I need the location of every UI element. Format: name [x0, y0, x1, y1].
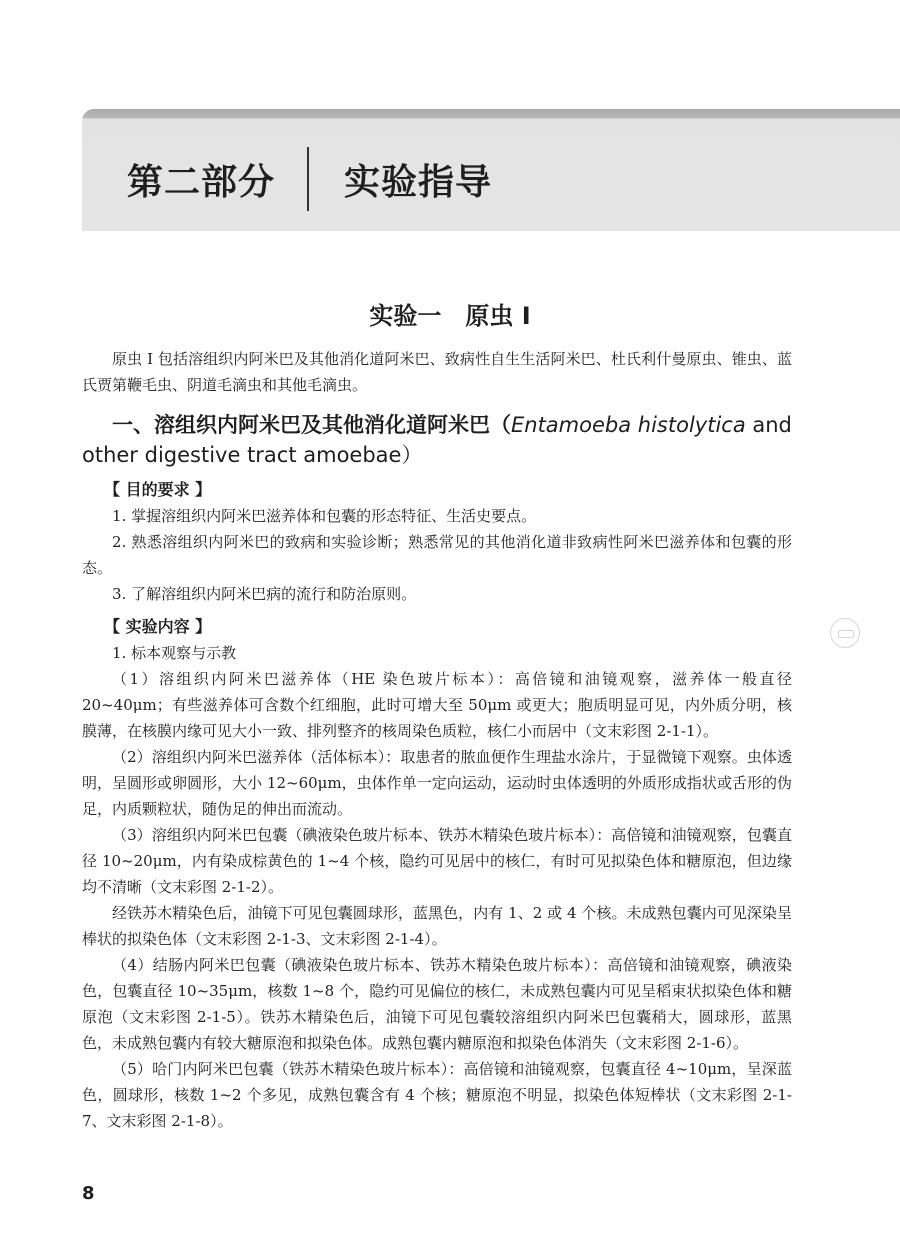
section-heading	[82, 410, 792, 470]
part-title: 实验指导	[344, 162, 493, 203]
content-paragraph-5: （4）结肠内阿米巴包囊（碘液染色玻片标本、铁苏木精染色玻片标本）：高倍镜和油镜观察，碘液染色，包囊直径 10~35μm，核数 1~8 个，隐约可见偏位的核仁，未成熟包囊内可见呈稻束状拟染色体和糖原泡（文末彩图 2-1-5）。铁苏木精染色后，油镜下可见包囊较溶组织内阿米巴包囊稍大，圆球形，蓝黑色，未成熟包囊内有较大糖原泡和拟染色体。成熟包囊内糖原泡和拟染色体消失（文末彩图 2-1-6）。	[82, 956, 792, 1052]
part-label: 第二部分	[127, 162, 276, 203]
experiment-number: 实验一	[369, 302, 442, 330]
watermark-logo-icon	[830, 618, 860, 648]
experiment-title	[0, 296, 900, 331]
banner-divider	[307, 147, 309, 211]
intro-paragraph: 原虫 I 包括溶组织内阿米巴及其他消化道阿米巴、致病性自生生活阿米巴、杜氏利什曼原虫、锥虫、蓝氏贾第鞭毛虫、阴道毛滴虫和其他毛滴虫。	[82, 350, 792, 394]
page-body	[82, 346, 792, 1134]
experiment-name: 原虫 I	[465, 302, 531, 330]
section-heading-cn: 一、溶组织内阿米巴及其他消化道阿米巴（	[112, 413, 511, 437]
section-heading-latin-rest: and other digestive tract amoebae）	[82, 413, 792, 467]
objective-item-3: 3. 了解溶组织内阿米巴病的流行和防治原则。	[112, 585, 417, 603]
section-heading-latin-italic: Entamoeba histolytica	[511, 413, 746, 437]
content-paragraph-4: 经铁苏木精染色后，油镜下可见包囊圆球形，蓝黑色，内有 1、2 或 4 个核。未成熟包囊内可见深染呈棒状的拟染色体（文末彩图 2-1-3、文末彩图 2-1-4）。	[82, 904, 792, 948]
objective-item-2: 2. 熟悉溶组织内阿米巴的致病和实验诊断；熟悉常见的其他消化道非致病性阿米巴滋养体和包囊的形态。	[82, 533, 792, 577]
content-subtitle: 1. 标本观察与示教	[112, 644, 237, 662]
content-heading: 【 实验内容 】	[104, 617, 212, 636]
objectives-heading: 【 目的要求 】	[104, 480, 212, 499]
content-paragraph-2: （2）溶组织内阿米巴滋养体（活体标本）：取患者的脓血便作生理盐水涂片，于显微镜下观察。虫体透明，呈圆形或卵圆形，大小 12~60μm，虫体作单一定向运动，运动时虫体透明的外质形成指状或舌形的伪足，内质颗粒状，随伪足的伸出而流动。	[82, 748, 792, 818]
page-number: 8	[82, 1183, 95, 1204]
content-paragraph-3: （3）溶组织内阿米巴包囊（碘液染色玻片标本、铁苏木精染色玻片标本）：高倍镜和油镜观察，包囊直径 10~20μm，内有染成棕黄色的 1~4 个核，隐约可见居中的核仁，有时可见拟染色体和糖原泡，但边缘均不清晰（文末彩图 2-1-2）。	[82, 826, 792, 896]
content-paragraph-6: （5）哈门内阿米巴包囊（铁苏木精染色玻片标本）：高倍镜和油镜观察，包囊直径 4~10μm，呈深蓝色，圆球形，核数 1~2 个多见，成熟包囊含有 4 个核；糖原泡不明显，拟染色体短棒状（文末彩图 2-1-7、文末彩图 2-1-8）。	[82, 1060, 792, 1130]
objective-item-1: 1. 掌握溶组织内阿米巴滋养体和包囊的形态特征、生活史要点。	[112, 507, 537, 525]
content-paragraph-1: （1）溶组织内阿米巴滋养体（HE 染色玻片标本）：高倍镜和油镜观察，滋养体一般直径 20~40μm；有些滋养体可含数个红细胞，此时可增大至 50μm 或更大；胞质明显可见，内外质分明，核膜薄，在核膜内缘可见大小一致、排列整齐的核周染色质粒，核仁小而居中（文末彩图 2-1-1）。	[82, 670, 792, 740]
part-banner	[82, 109, 900, 231]
